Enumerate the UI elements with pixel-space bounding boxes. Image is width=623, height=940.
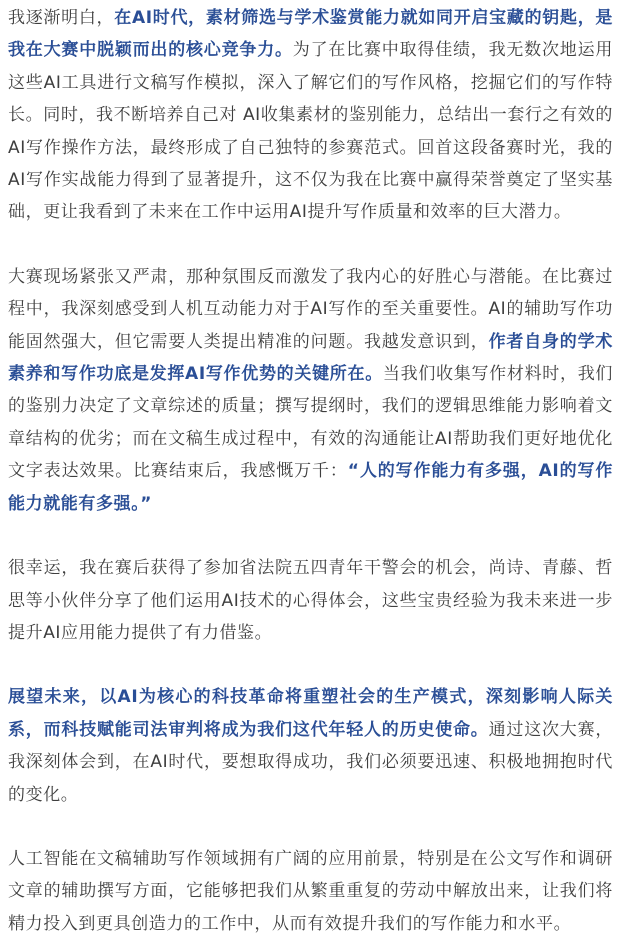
text-segment: 人工智能在文稿辅助写作领域拥有广阔的应用前景，特别是在公文写作和调研文章的辅助撰写方面，它能够把我们从繁重重复的劳动中解放出来，让我们将精力投入到更具创造力的工作中，从而有效提升我们的写作能力和水平。 [8,848,613,934]
highlighted-text-segment: 在AI时代，素材筛选与学术鉴赏能力就如同开启宝藏的钥匙，是我在大赛中脱颖而出的核心竞争力。 [8,8,613,61]
text-segment: 很幸运，我在赛后获得了参加省法院五四青年干警会的机会，尚诗、青藤、哲思等小伙伴分享了他们运用AI技术的心得体会，这些宝贵经验为我未来进一步提升AI应用能力提供了有力借鉴。 [8,558,613,643]
text-segment: 当我们收集写作材料时，我们的鉴别力决定了文章综述的质量；撰写提纲时，我们的逻辑思维能力影响着文章结构的优劣；而在文稿生成过程中，有效的沟通能让AI帮助我们更好地优化文字表达效果。比赛结束后，我感慨万千： [8,364,613,482]
highlighted-text-segment: 展望未来，以AI为核心的科技革命将重塑社会的生产模式，深刻影响人际关系，而科技赋能司法审判将成为我们这代年轻人的历史使命。 [8,687,613,740]
paragraph-2 [8,261,613,520]
text-segment: 为了在比赛中取得佳绩，我无数次地运用这些AI工具进行文稿写作模拟，深入了解它们的写作风格，挖掘它们的写作特长。同时，我不断培养自己对 AI收集素材的鉴别能力，总结出一套行之有效的AI写作操作方法，最终形成了自己独特的参赛范式。回首这段备赛时光，我的AI写作实战能力得到了显著提升，这不仅为我在比赛中赢得荣誉奠定了坚实基础，更让我看到了未来在工作中运用AI提升写作质量和效率的巨大潜力。 [8,40,613,223]
text-segment: 大赛现场紧张又严肃，那种氛围反而激发了我内心的好胜心与潜能。在比赛过程中，我深刻感受到人机互动能力对于AI写作的至关重要性。AI的辅助写作功能固然强大，但它需要人类提出精准的问题。我越发意识到， [8,266,613,352]
highlighted-quote: “人的写作能力有多强，AI的写作能力就能有多强。” [8,461,613,514]
paragraph-3 [8,552,613,649]
text-segment: 我逐渐明白， [8,8,115,28]
paragraph-1 [8,2,613,229]
highlighted-text-segment: 作者自身的学术素养和写作功底是发挥AI写作优势的关键所在。 [8,331,613,385]
text-segment: 通过这次大赛，我深刻体会到，在AI时代，要想取得成功，我们必须要迅速、积极地拥抱时代的变化。 [8,719,613,805]
paragraph-4 [8,681,613,811]
paragraph-5 [8,843,613,940]
